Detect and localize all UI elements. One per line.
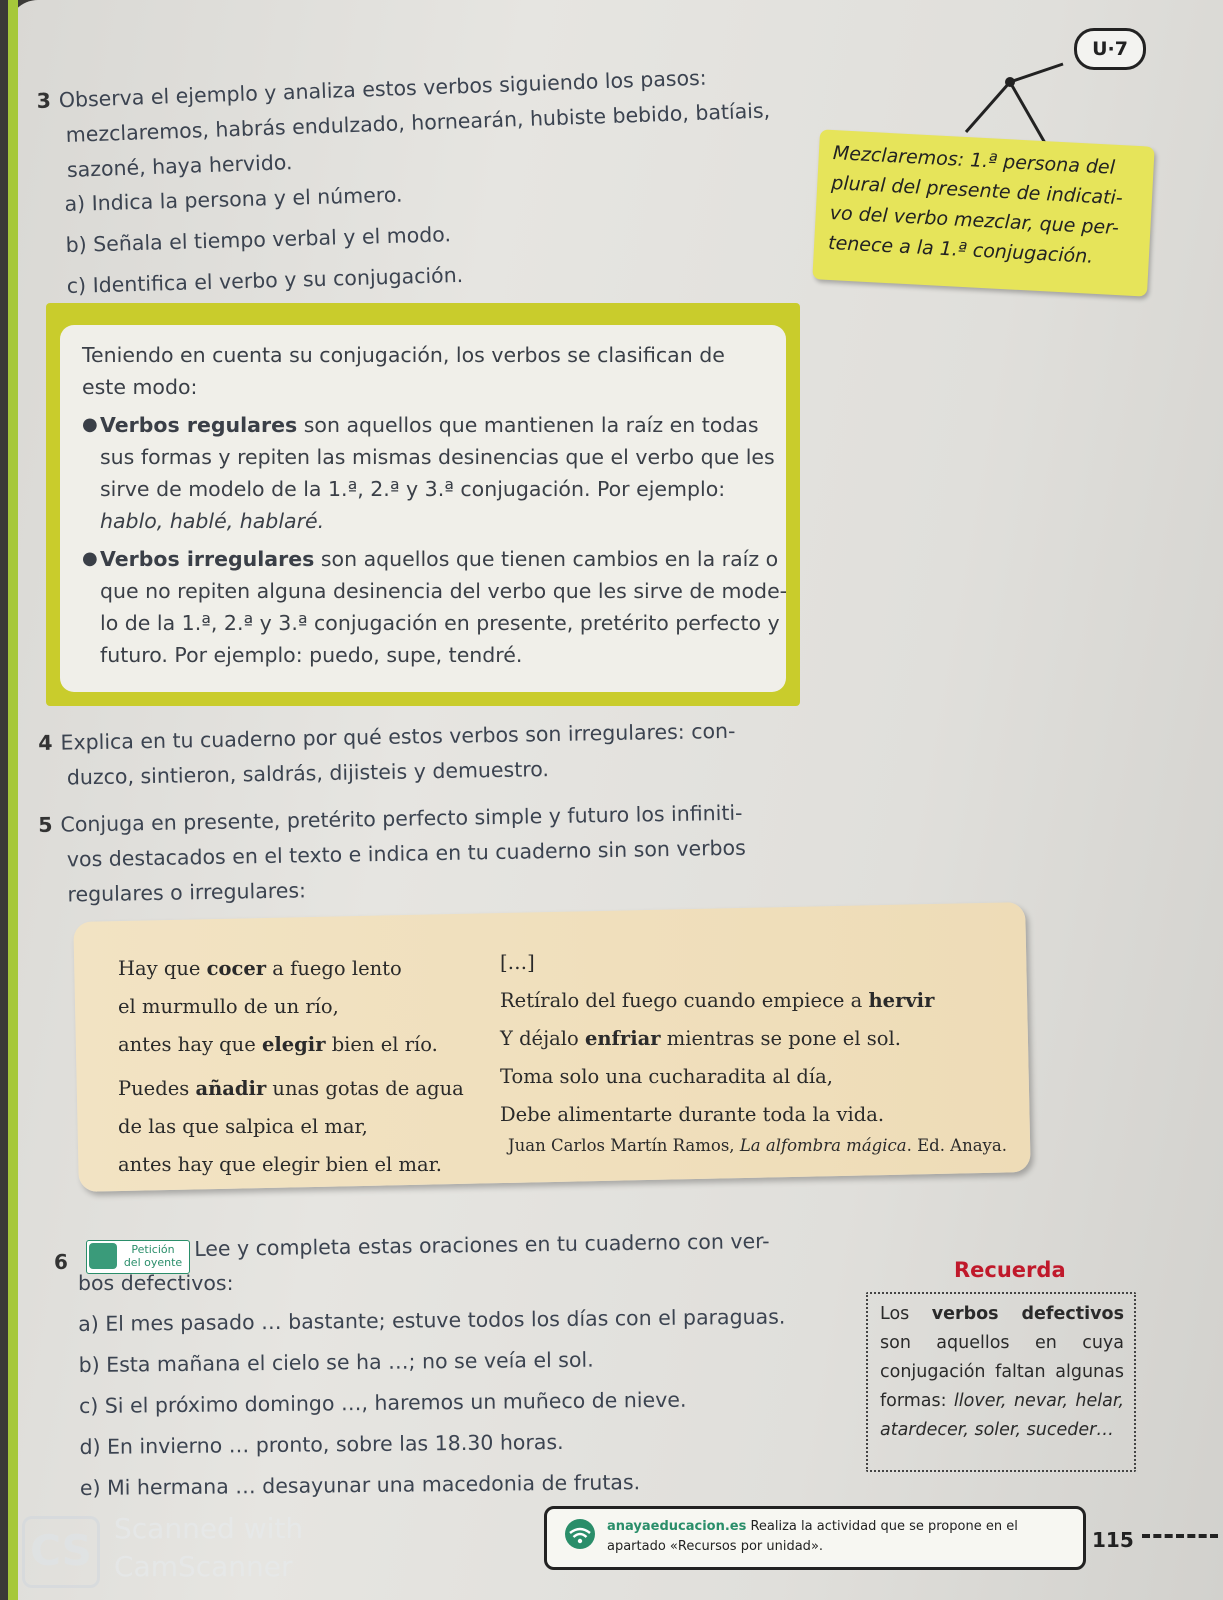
site-link[interactable]: anayaeducacion.es	[607, 1519, 747, 1534]
exercise-3: 3 Observa el ejemplo y analiza estos verbos siguiendo los pasos: mezclaremos, habrás endulzado, hornearán, hubiste bebido, batíais, sazoné, haya hervido.	[36, 65, 771, 182]
camscanner-watermark: CS Scanned with CamScanner	[22, 1512, 342, 1592]
page-number: 115	[1092, 1528, 1134, 1552]
theory-intro: Teniendo en cuenta su conjugación, los verbos se clasifican de este modo:	[82, 343, 725, 399]
exercise-4: 4 Explica en tu cuaderno por qué estos verbos son irregulares: con- duzco, sintieron, saldrás, dijisteis y demuestro.	[38, 718, 736, 790]
bullet-icon: ●	[82, 548, 98, 569]
theory-content	[60, 325, 786, 692]
poem-line: […]	[500, 951, 535, 974]
list-item: e) Mi hermana … desayunar una macedonia de frutas.	[79, 1470, 641, 1500]
poem-right-column	[500, 944, 934, 1134]
poem-line: Retíralo del fuego cuando empiece a hervir	[500, 989, 935, 1012]
exercise-6-instruction-cont: bos defectivos:	[78, 1271, 234, 1295]
exercise-5: 5 Conjuga en presente, pretérito perfecto simple y futuro los infiniti- vos destacados en el texto e indica en tu cuaderno sin son verbos regulares o irregulares:	[38, 800, 746, 907]
exercise-6-items	[78, 1297, 787, 1509]
online-resources-bar	[544, 1506, 1086, 1570]
list-item: d) En invierno … pronto, sobre las 18.30 horas.	[79, 1429, 564, 1459]
poem-line: antes hay que elegir bien el mar.	[118, 1153, 442, 1176]
step-a: a) Indica la persona y el número.	[64, 182, 403, 216]
footer-text: anayaeducacion.es Realiza la actividad que se propone en el apartado «Recursos por unidad».	[607, 1519, 1018, 1554]
peticion-del-oyente-badge: Petición del oyente	[86, 1240, 190, 1274]
dashed-divider	[1142, 1534, 1218, 1538]
list-item: a) El mes pasado … bastante; estuve todos los días con el paraguas.	[78, 1304, 786, 1336]
poem-line: el murmullo de un río,	[118, 995, 339, 1018]
irregular-verbs-definition: ● Verbos irregulares son aquellos que tienen cambios en la raíz o que no repiten alguna desinencia del verbo que les sirve de mode- lo de la 1.ª, 2.ª y 3.ª conjugación en presente, pretérito perfecto y futuro. Por ejemplo: puedo, supe, tendré.	[82, 543, 770, 671]
wifi-icon	[561, 1519, 599, 1549]
poem-left-column	[118, 950, 464, 1184]
recuerda-box: Los verbos defectivos son aquellos en cuya conjugación faltan algunas formas: llover, nevar, helar, atardecer, soler, suceder…	[866, 1292, 1136, 1472]
poem-line: antes hay que elegir bien el río.	[118, 1033, 438, 1056]
exercise-number: 3	[36, 88, 52, 113]
poem-line: Toma solo una cucharadita al día,	[500, 1065, 833, 1088]
exercise-3-steps	[64, 173, 464, 307]
poem-line: Hay que cocer a fuego lento	[118, 957, 402, 980]
camscanner-logo: CS	[22, 1516, 100, 1588]
step-c: c) Identifica el verbo y su conjugación.	[66, 262, 464, 298]
poem-credit: Juan Carlos Martín Ramos, La alfombra mágica. Ed. Anaya.	[508, 1136, 1007, 1155]
green-edge-strip	[8, 0, 18, 1600]
unit-badge: U·7	[1074, 28, 1146, 70]
theory-box	[46, 303, 800, 706]
list-item: c) Si el próximo domingo …, haremos un muñeco de nieve.	[78, 1387, 687, 1418]
poem-line: Y déjalo enfriar mientras se pone el sol.	[500, 1027, 901, 1050]
step-b: b) Señala el tiempo verbal y el modo.	[65, 222, 452, 257]
bullet-icon: ●	[82, 414, 98, 435]
exercise-6-instruction: Lee y completa estas oraciones en tu cuaderno con ver-	[194, 1228, 770, 1261]
example-note: Mezclaremos: 1.ª persona del plural del presente de indicati- vo del verbo mezclar, que per- tenece a la 1.ª conjugación.	[812, 129, 1154, 296]
recuerda-title: Recuerda	[954, 1258, 1066, 1282]
poem-line: Debe alimentarte durante toda la vida.	[500, 1103, 885, 1126]
exercise-number: 6	[54, 1250, 68, 1274]
list-item: b) Esta mañana el cielo se ha …; no se veía el sol.	[78, 1347, 594, 1377]
exercise-number: 5	[38, 812, 53, 837]
exercise-number: 4	[38, 730, 53, 755]
regular-verbs-definition: ● Verbos regulares son aquellos que mantienen la raíz en todas sus formas y repiten las mismas desinencias que el verbo que les sirve de modelo de la 1.ª, 2.ª y 3.ª conjugación. Por ejemplo: hablo, hablé, hablaré.	[82, 409, 770, 537]
poem-line: Puedes añadir unas gotas de agua	[118, 1077, 464, 1100]
poem-line: de las que salpica el mar,	[118, 1115, 368, 1138]
textbook-page	[8, 0, 1223, 1600]
